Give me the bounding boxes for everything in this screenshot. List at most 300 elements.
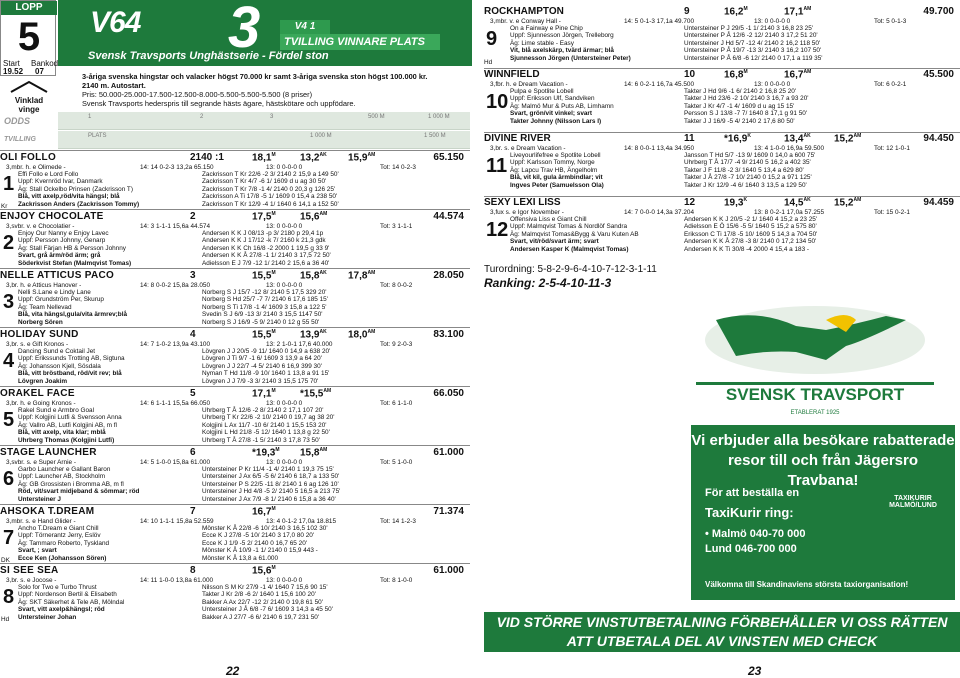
- record-suffix: AM: [367, 270, 376, 276]
- record-1: [724, 133, 751, 144]
- horse-info-line: Äg: Malmqvist Tomas&Bygg & Varu Kuten AB: [510, 230, 639, 238]
- total-stats: Tot: 9 2-0-3: [380, 341, 413, 348]
- band-col: 1 000 M: [310, 133, 332, 139]
- start-record: Takter J Hd 9/6 -1 6/ 2140 2 16,8 25 20': [684, 88, 797, 95]
- pedigree: 3,mbr. v. e Conway Hall -: [490, 18, 561, 25]
- desc-line: Svensk Travsports hederspris till segrande hästs ägare, hästskötare och uppfödare.: [82, 99, 356, 108]
- start-number-big: 9: [486, 28, 498, 50]
- record-value: 17,1: [784, 6, 804, 18]
- tvilling-label: TVILLING: [4, 136, 36, 143]
- record-suffix: AM: [853, 133, 862, 139]
- record-value: 17,1: [252, 388, 272, 400]
- year-stats: 14: 6 1-1-1 15,5a 66.050: [140, 400, 210, 407]
- record-2: [300, 329, 327, 340]
- record-value: 18,1: [252, 152, 272, 164]
- tvilling-band: [58, 131, 470, 149]
- record-2: [300, 447, 327, 458]
- record-value: 17,5: [252, 211, 272, 223]
- start-record: Uhrberg T Å 27/8 -1 5/ 2140 3 17,8 73 50': [202, 436, 320, 444]
- record-value: 15,9: [348, 152, 368, 164]
- start-record: Lövgren J J 20/5 -9 11/ 1640 0 14,9 a 638 20': [202, 348, 331, 355]
- start-record: Untersteiner J Hd 4/8 -5 2/ 2140 5 16,5 a 213 75': [202, 488, 341, 496]
- horse-info-line: Äg: Johansson Kjell, Sösdala: [18, 362, 101, 370]
- horse-info-line: Lövgren Joakim: [18, 377, 68, 385]
- horse-entry: [484, 6, 960, 68]
- start-record: Ecce K J 27/8 -5 10/ 2140 3 17,0 80 20': [202, 532, 315, 540]
- total-stats: Tot: 5 0-1-3: [874, 18, 907, 25]
- horse-info-line: Pulpa e Spotlite Lobell: [510, 88, 574, 95]
- horse-name: ENJOY CHOCOLATE: [0, 211, 104, 222]
- record-value: 18,0: [348, 329, 368, 341]
- start-record: Norberg S Ti 17/8 -1 4/ 1609 3 15,8 a 122 5': [202, 303, 327, 311]
- prize-money: 45.500: [923, 69, 954, 80]
- start-record: Takter J Å 27/8 -7 10/ 2140 0 15,2 a 971 125': [684, 174, 812, 182]
- horse-info-line: Uppf: Sjunnesson Jörgen, Trelleborg: [510, 32, 614, 40]
- horse-name: STAGE LAUNCHER: [0, 447, 97, 458]
- start-number: 4: [3, 350, 15, 372]
- start-time: 19.52: [3, 67, 24, 76]
- horse-info-line: Uhrberg Thomas (Kolgjini Lutfi): [18, 436, 115, 444]
- band-col: 1: [88, 114, 92, 120]
- v4-badge: V4 1: [280, 20, 330, 34]
- distance: 5: [190, 388, 196, 399]
- horse-entry: [484, 68, 960, 132]
- horse-info-line: Dancing Sund e Coktail Jet: [18, 348, 96, 355]
- race-number: 5: [17, 15, 41, 59]
- shoe-code: DK: [1, 557, 10, 564]
- page-number-left: 22: [226, 664, 240, 678]
- start-record: Norberg S J 16/9 -5 9/ 2140 0 12 g 55 50': [202, 318, 320, 326]
- horse-info-line: Blå, vitt axelp, vita klar; mblå: [18, 429, 106, 437]
- start-record: Untersteiner J Hd 5/7 -12 4/ 2140 2 16,2 118 50': [684, 39, 821, 47]
- horse-name: DIVINE RIVER: [484, 133, 551, 144]
- start-number: 12: [684, 197, 696, 208]
- start-number: 3: [3, 291, 15, 313]
- record-2: [784, 133, 811, 144]
- record-2: [300, 388, 331, 399]
- ad-headline: Vi erbjuder alla besökare rabatterade resor till och från Jägersro Travbana!: [691, 432, 955, 489]
- horse-info-line: Äg: Malmö Mur & Puts AB, Limhamn: [510, 102, 614, 110]
- prev-year-stats: 13: 0 0-0-0 0: [754, 81, 791, 88]
- record-suffix: AM: [367, 152, 376, 158]
- start-record: Andersen K K Å 27/8 -3 8/ 2140 0 17,2 134 50': [684, 238, 817, 246]
- horse-info-line: Uppf: Grundström Per, Skurup: [18, 296, 104, 304]
- prev-year-stats: 13: 8 0-2-1 17,0a 57.255: [754, 209, 824, 216]
- start-record: Zackrisson T Kr 7/8 -1 4/ 2140 0 20,3 g 126 25': [202, 185, 336, 193]
- start-record: Bakker A Ax 22/7 -12 2/ 2140 0 19,8 61 50': [202, 598, 323, 606]
- prize-money: 65.150: [433, 152, 464, 163]
- start-record: Untersteiner P S 22/5 -11 8/ 2140 1 6 ag 126 10': [202, 480, 339, 488]
- distance: 2: [190, 211, 196, 222]
- start-label: Start: [3, 59, 20, 68]
- band-col: 1 500 M: [424, 133, 446, 139]
- start-record: Untersteiner P Å 6/8 -6 12/ 2140 0 17,1 a 119 35': [684, 54, 823, 62]
- record-suffix: AK: [803, 133, 811, 139]
- start-record: Takter J Kr 12/9 -4 6/ 1640 3 13,5 a 129 50': [684, 181, 807, 189]
- record-2: [784, 6, 811, 17]
- horse-info-line: Äg: SKT Säkerhet & Tele AB, Mölndal: [18, 598, 125, 606]
- start-record: Andersen K K J 17/12 -k 7/ 2160 k 21,3 gdk: [202, 237, 326, 245]
- pedigree: 3,br. s. e Jocose -: [6, 577, 57, 584]
- record-1: [252, 270, 276, 281]
- total-stats: Tot: 15 0-2-1: [874, 209, 910, 216]
- pedigree: 3,svbr. v. e Chocolatier -: [6, 223, 75, 230]
- start-record: Mönster K Å 13,8 a 61.000: [202, 554, 279, 562]
- ad-line: Välkomna till Skandinaviens största taxiorganisation!: [705, 580, 909, 589]
- prize-money: 44.574: [433, 211, 464, 222]
- total-stats: Tot: 3 1-1-1: [380, 223, 413, 230]
- horse-entry: [0, 386, 470, 445]
- shoe-code: Hd: [1, 616, 10, 623]
- horse-info-line: Svart, vitt axelp&hängsl; röd: [18, 606, 105, 614]
- horse-info-line: Uppf: Persson Johnny, Genarp: [18, 237, 106, 245]
- start-record: Svedin S J 6/9 -13 3/ 2140 3 15,5 1147 50': [202, 311, 323, 319]
- record-value: 13,9: [300, 329, 320, 341]
- ad-line: För att beställa en: [705, 487, 800, 499]
- horse-info-line: Blå, vit kil, gula ärmbindlar; vit: [510, 174, 603, 182]
- prev-year-stats: 13: 4 0-1-2 17,0a 18.815: [266, 518, 336, 525]
- ad-phone: [705, 527, 805, 557]
- start-number: 1: [3, 173, 15, 195]
- prize-money: 71.374: [433, 506, 464, 517]
- horse-info-line: Uppf: Malmqvist Tomas & Nordlöf Sandra: [510, 223, 628, 231]
- record-suffix: M: [271, 211, 276, 217]
- horse-info-line: Enjoy Our Nanny e Enjoy Lavec: [18, 230, 109, 237]
- prize-money: 94.459: [923, 197, 954, 208]
- year-stats: 14: 6 0-2-1 16,7a 45.500: [624, 81, 694, 88]
- pedigree: 3,br. h. e Going Kronos -: [6, 400, 76, 407]
- record-suffix: M: [271, 506, 276, 512]
- record-suffix: K: [747, 133, 751, 139]
- start-record: Lövgren J J 7/9 -3 3/ 2140 3 15,5 175 70': [202, 377, 319, 385]
- record-suffix: M: [271, 388, 276, 394]
- record-value: 16,7: [252, 506, 272, 518]
- prize-money: 83.100: [433, 329, 464, 340]
- start-record: Takter J Kr 4/7 -1 4/ 1609 d u ag 15 15': [684, 102, 795, 110]
- prev-year-stats: 13: 2 1-0-1 17,6 40.000: [266, 341, 333, 348]
- start-number: 9: [684, 6, 690, 17]
- start-number: 2: [3, 232, 15, 254]
- start-record: Andersen K K J 20/5 -2 1/ 1640 4 15,2 a 23 25': [684, 216, 818, 223]
- horse-info-line: Blå, vitt axelp,röd/vita hängsl; blå: [18, 193, 120, 201]
- horse-info-line: Untersteiner Johan: [18, 613, 77, 621]
- horse-info-line: Solo for Two e Turbo Thrust: [18, 584, 97, 591]
- race-title: Svensk Travsports Unghästserie - Fördel ston: [88, 50, 329, 62]
- horse-entry: [0, 504, 470, 563]
- record-value: *15,5: [300, 388, 324, 400]
- record-suffix: M: [275, 447, 280, 453]
- start-record: Uhrberg T Å 17/7 -4 9/ 2140 5 16,2 a 402 35': [684, 159, 811, 167]
- horse-info-line: Äg: Tammaro Roberto, Tyskland: [18, 539, 110, 547]
- prev-year-stats: 13: 0 0-0-0 0: [266, 400, 303, 407]
- start-record: Jansson T Hd 5/7 -13 9/ 1609 0 14,0 a 600 75': [684, 152, 816, 159]
- year-stats: 14: 14 0-2-3 13,2a 65.150: [140, 164, 214, 171]
- record-2: [784, 69, 811, 80]
- pedigree: 3,br. h. e Atticus Hanover -: [6, 282, 82, 289]
- horse-list-right: [484, 6, 960, 260]
- horse-entry: [0, 209, 470, 268]
- start-record: Untersteiner P J 29/5 -1 1/ 2140 3 16,8 23 25': [684, 25, 814, 32]
- horse-info-line: On a Fairway e Pine Chip: [510, 25, 583, 32]
- prev-year-stats: 13: 0 0-0-0 0: [266, 577, 303, 584]
- year-stats: 14: 8 0-0-2 15,8a 28.050: [140, 282, 210, 289]
- record-1: [252, 388, 276, 399]
- payout-notice: VID STÖRRE VINSTUTBETALNING FÖRBEHÅLLER VI OSS RÄTTEN ATT UTBETALA DEL AV VINSTEN MED CHECK: [484, 612, 960, 652]
- start-record: Eriksson C Ti 17/8 -5 10/ 1609 5 14,3 a 704 50': [684, 230, 818, 238]
- horse-info-line: Garbo Launcher e Gallant Baron: [18, 466, 111, 473]
- start-record: Norberg S J 15/7 -12 8/ 2140 5 17,5 329 20': [202, 289, 327, 296]
- start-record: Lövgren J J 22/7 -4 5/ 2140 6 16,9 399 30': [202, 362, 322, 370]
- horse-name: SI SEE SEA: [0, 565, 59, 576]
- record-value: 15,5: [252, 329, 272, 341]
- start-record: Nyman T Hd 11/8 -9 10/ 1640 1 13,8 a 91 15': [202, 370, 330, 378]
- ad-phone-malmo: • Malmö 040-70 000: [705, 528, 806, 540]
- pedigree: 3,mbr. s. e Hand Glider -: [6, 518, 76, 525]
- band-col: 2: [200, 114, 204, 120]
- horse-name: HOLIDAY SUND: [0, 329, 79, 340]
- horse-info-line: Uppf: Nordenson Bertil & Elisabeth: [18, 591, 117, 599]
- race-description: [82, 72, 462, 108]
- record-suffix: AM: [803, 69, 812, 75]
- record-suffix: AK: [319, 152, 327, 158]
- start-record: Zackrisson T Kr 22/6 -2 3/ 2140 2 15,9 a 149 50': [202, 171, 339, 178]
- horse-info-line: Andersen Kasper K (Malmqvist Tomas): [510, 245, 629, 253]
- desc-line: 2140 m. Autostart.: [82, 81, 146, 90]
- horse-info-line: Uppf: Kvernröd Ivar, Danmark: [18, 178, 103, 186]
- taxikurir-ad: [691, 425, 955, 600]
- record-1: [724, 69, 748, 80]
- prize-money: 61.000: [433, 565, 464, 576]
- start-record: Untersteiner J Ax 6/5 -5 6/ 2140 6 18,7 a 133 50': [202, 473, 340, 481]
- prev-year-stats: 13: 0 0-0-0 0: [266, 459, 303, 466]
- desc-line: Pris: 50.000-25.000-17.500-12.500-8.000-5.500-5.500-5.500 (8 priser): [82, 90, 313, 99]
- start-record: Andersen K K J 08/13 -p 3/ 2180 p 29,4 1p: [202, 230, 324, 237]
- horse-info-line: Uppf: Kolgjini Lutfi & Svensson Anna: [18, 414, 122, 422]
- record-value: 15,6: [252, 565, 272, 577]
- horse-info-line: Äg: Vallro AB, Lutfi Kolgjini AB, m fl: [18, 421, 117, 429]
- horse-info-line: Äg: Stall Färjan HB & Persson Johnny: [18, 244, 126, 252]
- year-stats: 14: 8 0-0-1 13,4a 34.950: [624, 145, 694, 152]
- pedigree: 3,fbr. h. e Dream Vacation -: [490, 81, 568, 88]
- start-record: Takter J F 11/8 -2 3/ 1640 5 13,4 a 629 80': [684, 166, 804, 174]
- total-stats: Tot: 8 0-0-2: [380, 282, 413, 289]
- record-3: [348, 270, 375, 281]
- year-stats: 14: 11 1-0-0 13,8a 61.000: [140, 577, 214, 584]
- horse-entry: [0, 445, 470, 504]
- start-record: Uhrberg T Å 12/6 -2 8/ 2140 2 17,1 107 20': [202, 407, 324, 414]
- prize-money: 66.050: [433, 388, 464, 399]
- start-number-big: 12: [486, 219, 509, 241]
- horse-info-line: Blå, vita hängsl,gula/vita ärmrev;blå: [18, 311, 128, 319]
- record-value: 15,5: [252, 270, 272, 282]
- odds-label: ODDS: [4, 116, 31, 126]
- start-record: Kolgjini L Hd 21/8 -5 12/ 1640 1 13,8 g 22 50': [202, 429, 330, 437]
- start-record: Zackrisson T Kr 12/9 -4 1/ 1640 6 14,1 a 152 50': [202, 200, 339, 208]
- start-record: Andersen K K Ch 16/8 -2 2000 1 19,5 g 33 9': [202, 244, 330, 252]
- ranking: Ranking: 2-5-4-10-11-3: [484, 276, 612, 290]
- prize-money: 49.700: [923, 6, 954, 17]
- horse-entry: [484, 132, 960, 196]
- start-record: Untersteiner P Å 12/6 -2 12/ 2140 3 17,2 51 20': [684, 32, 818, 40]
- horse-name: WINNFIELD: [484, 69, 540, 80]
- record-value: *16,9: [724, 133, 748, 145]
- record-2: [784, 197, 811, 208]
- race-banner: [58, 0, 472, 66]
- horse-name: NELLE ATTICUS PACO: [0, 270, 115, 281]
- record-3: [834, 133, 861, 144]
- band-col: 500 M: [368, 114, 385, 120]
- race-number-box: [0, 0, 59, 76]
- start-number: 8: [3, 586, 15, 608]
- horse-info-line: Nelli S.Lane e Lindy Lane: [18, 289, 91, 296]
- prev-year-stats: 13: 0 0-0-0 0: [266, 164, 303, 171]
- record-suffix: M: [271, 329, 276, 335]
- vinklad-vinge: [4, 80, 54, 114]
- record-suffix: AK: [319, 329, 327, 335]
- record-value: 15,6: [300, 211, 320, 223]
- plats-label: PLATS: [88, 133, 107, 139]
- horse-info-line: Uppf: Karlsson Tommy, Norge: [510, 159, 595, 167]
- start-record: Zackrisson T Kr 4/7 -6 1/ 1609 d u ag 30 50': [202, 178, 327, 186]
- horse-info-line: Svart, grön/vit vinkel; svart: [510, 110, 593, 118]
- record-suffix: AM: [323, 388, 332, 394]
- start-record: Zackrisson A Ti 17/8 -5 1/ 1609 0 15,4 a 238 50': [202, 193, 338, 201]
- start-record: Mönster K Å 22/8 -6 10/ 2140 3 16,5 102 30': [202, 525, 328, 532]
- distance: 3: [190, 270, 196, 281]
- record-value: 13,2: [300, 152, 320, 164]
- prev-year-stats: 13: 4 1-0-0 16,9a 59.500: [754, 145, 824, 152]
- record-suffix: M: [271, 565, 276, 571]
- total-stats: Tot: 5 1-0-0: [380, 459, 413, 466]
- horse-info-line: Untersteiner J: [18, 495, 61, 503]
- start-number: 11: [684, 133, 695, 144]
- record-value: 13,4: [784, 133, 804, 145]
- year-stats: 14: 3 1-1-1 15,6a 44.574: [140, 223, 210, 230]
- brand-name: SVENSK TRAVSPORT: [725, 385, 905, 404]
- record-1: [252, 447, 280, 458]
- record-value: 15,8: [300, 447, 320, 459]
- horse-entry: [0, 268, 470, 327]
- v64-logo: V64: [90, 6, 141, 39]
- turordning: Turordning: 5-8-2-9-6-4-10-7-12-3-1-11: [484, 264, 657, 275]
- horse-info-line: Blå, vitt bröstband, röd/vit rev; blå: [18, 370, 122, 378]
- record-2: [300, 270, 327, 281]
- horse-info-line: Takter Johnny (Nilsson Lars I): [510, 117, 602, 125]
- record-1: [252, 506, 276, 517]
- start-record: Ecce K J 1/9 -5 2/ 2140 0 16,7 65 20': [202, 539, 307, 547]
- record-suffix: AM: [853, 197, 862, 203]
- start-record: Mönster K Å 10/9 -1 1/ 2140 0 15,9 443 -: [202, 547, 318, 555]
- year-stats: 14: 7 1-0-2 13,9a 43.100: [140, 341, 210, 348]
- horse-info-line: Äg: GB Grossisten i Bromma AB, m fl: [18, 480, 124, 488]
- horse-info-line: Svart, vit/röd/svart ärm; svart: [510, 238, 599, 246]
- record-value: 19,3: [724, 197, 744, 209]
- horse-entry: [0, 150, 470, 209]
- total-stats: Tot: 14 1-2-3: [380, 518, 416, 525]
- start-record: Uhrberg T Kr 22/6 -2 10/ 2140 0 19,7 ag 38 20': [202, 414, 335, 422]
- horse-info-line: Uppf: Törnerantz Jerry, Eslöv: [18, 532, 101, 540]
- brand-sub: ETABLERAT 1925: [790, 410, 840, 416]
- year-stats: 14: 5 0-1-3 17,1a 49.700: [624, 18, 694, 25]
- total-stats: Tot: 6 0-2-1: [874, 81, 907, 88]
- prize-money: 61.000: [433, 447, 464, 458]
- record-value: 15,2: [834, 197, 854, 209]
- start-record: Persson S J 13/8 -7 7/ 1640 8 17,1 g 91 50': [684, 110, 808, 118]
- record-value: *19,3: [252, 447, 276, 459]
- horse-list-left: [0, 150, 470, 622]
- band-col: 3: [270, 114, 274, 120]
- start-number: 7: [3, 527, 15, 549]
- horse-info-line: Effi Follo e Lord Follo: [18, 171, 79, 178]
- record-value: 15,2: [834, 133, 854, 145]
- record-3: [834, 197, 861, 208]
- horse-entry: [0, 327, 470, 386]
- start-record: Norberg S Hd 25/7 -7 7/ 2140 6 17,6 185 15': [202, 296, 328, 304]
- start-record: Adielsson E J 7/9 -12 1/ 2140 2 15,6 a 36 40': [202, 259, 330, 267]
- horse-icon: [676, 290, 954, 420]
- record-suffix: AM: [367, 329, 376, 335]
- record-suffix: AM: [319, 211, 328, 217]
- record-suffix: AM: [319, 447, 328, 453]
- start-record: Adielsson E Ö 15/6 -5 5/ 1640 5 15,2 a 575 80': [684, 223, 817, 231]
- prize-money: 28.050: [433, 270, 464, 281]
- record-3: [348, 329, 375, 340]
- distance: 6: [190, 447, 196, 458]
- total-stats: Tot: 12 1-0-1: [874, 145, 910, 152]
- record-suffix: K: [743, 197, 748, 203]
- start-record: Nilsson S M Kr 27/9 -1 4/ 1640 7 15,6 90 15': [202, 584, 328, 591]
- ad-phone-lund: Lund 046-700 000: [705, 543, 797, 555]
- start-record: Andersen K K Ti 30/8 -4 2000 4 15,4 a 183 -: [684, 245, 810, 253]
- desc-line: 3-åriga svenska hingstar och valacker högst 70.000 kr samt 3-åriga svenska ston högst 100.000 kr.: [82, 72, 428, 81]
- horse-info-line: Vit, blå axelskärp, tvärd ärmar; blå: [510, 47, 614, 55]
- horse-info-line: Ingves Peter (Samuelsson Ola): [510, 181, 604, 189]
- start-record: Andersen K K Å 27/8 -1 1/ 2140 3 17,5 72 50': [202, 252, 331, 260]
- record-1: [252, 152, 276, 163]
- horse-info-line: Ancho T.Dream e Giant Chill: [18, 525, 99, 532]
- horse-name: ROCKHAMPTON: [484, 6, 564, 17]
- horse-info-line: Liveyourlifefree e Spotlite Lobell: [510, 152, 601, 159]
- horse-info-line: Äg: Lapcu Trav HB, Ängelholm: [510, 166, 598, 174]
- wing-icon: [9, 80, 49, 94]
- prize-money: 94.450: [923, 133, 954, 144]
- record-1: [252, 565, 276, 576]
- start-record: Lövgren J Ti 9/7 -1 6/ 1609 3 13,9 a 64 20': [202, 355, 322, 363]
- horse-info-line: Zackrisson Anders (Zackrisson Tommy): [18, 200, 140, 208]
- record-1: [252, 329, 276, 340]
- lopp-label: LOPP: [1, 1, 57, 15]
- start-record: Untersteiner P Å 19/7 -13 3/ 2140 3 16,2 107 50': [684, 47, 822, 55]
- record-value: 16,2: [724, 6, 744, 18]
- pedigree: 3,mbr. h. e Olimede -: [6, 164, 66, 171]
- prev-year-stats: 13: 0 0-0-0 0: [754, 18, 791, 25]
- total-stats: Tot: 6 1-1-0: [380, 400, 413, 407]
- horse-info-line: Svart, ; svart: [18, 547, 57, 555]
- leg-number: 3: [228, 0, 261, 60]
- horse-info-line: Svart, grå ärm/röd ärm; grå: [18, 252, 101, 260]
- year-stats: 14: 10 1-1-1 15,8a 52.559: [140, 518, 214, 525]
- horse-info-line: Äg: Team Nellevad: [18, 303, 72, 311]
- total-stats: Tot: 8 1-0-0: [380, 577, 413, 584]
- record-suffix: M: [743, 6, 748, 12]
- horse-info-line: Uppf: Eriksson Ulf, Sandviken: [510, 95, 595, 103]
- record-value: 16,8: [724, 69, 744, 81]
- horse-info-line: Äg: Stall Ockelbo Prinsen (Zackrisson T): [18, 185, 133, 193]
- taxikurir-logo: TAXIKURIR MALMÖ/LUND: [889, 495, 937, 509]
- distance: 8: [190, 565, 196, 576]
- record-value: 17,8: [348, 270, 368, 282]
- prev-year-stats: 13: 0 0-0-0 0: [266, 223, 303, 230]
